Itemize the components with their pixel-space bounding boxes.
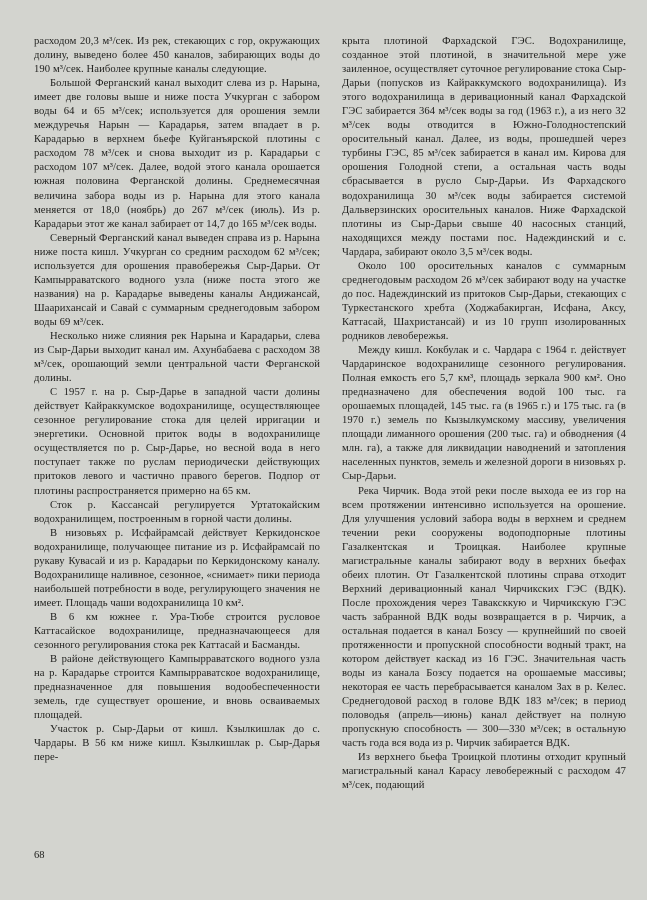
right-column: [342, 35, 626, 794]
paragraph: крыта плотиной Фархадской ГЭС. Водохранилище, созданное этой плотиной, в значительной мере уже заиленное, осуществляет суточное регулирование стока Сыр-Дарьи (попусков из Кайраккумского водохранилища). Из этого водохранилища в деривационный канал Фархадской ГЭС забирается 364 м³/сек воды за год (1963 г.), а из него 32 м³/сек воды отводится в Южно-Голодностепский оросительный канал. Далее, из воды, прошедшей через турбины ГЭС, 85 м³/сек забирается в канал им. Кирова для орошения Голодной степи, а остальная часть воды сбрасывается в русло Сыр-Дарьи. Из Фархадского водохранилища 30 м³/сек воды забирается системой Дальверзинских оросительных каналов. Ниже Фархадской плотины из Сыр-Дарьи свыше 40 насосных станций, находящихся между постами пос. Надеждинский и с. Чардара, забирают около 3,5 м³/сек воды.: [342, 36, 626, 258]
paragraph: В 6 км южнее г. Ура-Тюбе строится русловое Каттасайское водохранилище, предназначающееся для сезонного регулирования стока рек Каттасай и Басманды.: [34, 611, 320, 652]
paragraph: Несколько ниже слияния рек Нарына и Карадарьи, слева из Сыр-Дарьи выходит канал им. Ахунбабаева с расходом 38 м³/сек, орошающий земли центральной части Ферганской долины.: [34, 330, 320, 385]
paragraph: Из верхнего бьефа Троицкой плотины отходит крупный магистральный канал Карасу левобережный с расходом 47 м³/сек, подающий: [342, 752, 626, 792]
paragraph: расходом 20,3 м³/сек. Из рек, стекающих с гор, окружающих долину, выведено более 450 каналов, забирающих воды до 190 м³/сек. Наиболее крупные каналы следующие.: [34, 36, 320, 76]
paragraph: В низовьях р. Исфайрамсай действует Керкидонское водохранилище, получающее питание из р. Исфайрамсай по рукаву Кувасай и из р. Карадарьи по Керкидонскому каналу. Водохранилище наливное, сезонное, «снимает» пики периода наибольшей потребности в воде, регулирующего значения не имеет. Площадь чаши водохранилища 10 км².: [34, 527, 320, 609]
paragraph: Большой Ферганский канал выходит слева из р. Нарына, имеет две головы выше и ниже поста Учкурган с забором воды 64 и 65 м³/сек; используется для орошения земли междуречья Нарын — Карадарья, затем впадает в р. Карадарью в верхнем бьефе Куйганъярской плотины с расходом 78 м³/сек и снова выходит из р. Карадарьи с расходом 107 м³/сек. Далее, водой этого канала орошается южная половина Ферганской долины. Среднемесячная величина забора воды из р. Нарына для этого канала меняется от 18,0 (ноябрь) до 267 м³/сек (июль). Из р. Карадарьи этот же канал забирает от 14,7 до 165 м³/сек воды.: [34, 78, 320, 230]
left-column: [34, 35, 320, 765]
section-heading-paragraph: Участок р. Сыр-Дарьи от кишл. Кзылкишлак до с. Чардары. В 56 км ниже кишл. Кзылкишлак р. Сыр-Дарья пере-: [34, 724, 320, 764]
page-number: 68: [34, 850, 45, 861]
paragraph: Около 100 оросительных каналов с суммарным среднегодовым расходом 26 м³/сек забирают воду на участке до пос. Надеждинский из притоков Сыр-Дарьи, стекающих с Туркестанского хребта (Ходжабакирган, Исфана, Аксу, Каттасай, Шахристансай) и из 10 групп изолированных родников левобережья.: [342, 260, 626, 342]
paragraph: В районе действующего Кампырраватского водного узла на р. Карадарье строится Кампырраватское водохранилище, предназначенное для повышения водообеспеченности земель, где существует орошение, и вновь осваиваемых площадей.: [34, 654, 320, 722]
paragraph: Между кишл. Кокбулак и с. Чардара с 1964 г. действует Чардаринское водохранилище сезонного регулирования. Полная емкость его 5,7 км³, площадь зеркала 900 км². Оно предназначено для обеспечения водой 100 тыс. га орошаемых площадей, 145 тыс. га (в 1965 г.) и 175 тыс. га (в 1970 г.) земель по Кызылкумскому массиву, увеличения площади лиманного орошения (200 тыс. га) и обводнения (4 млн. га), а также для ликвидации наводнений и затопления населенных пунктов, земель и железной дороги в низовьях р. Сыр-Дарьи.: [342, 345, 626, 483]
section-heading-paragraph: Река Чирчик. Вода этой реки после выхода ее из гор на всем протяжении интенсивно используется на орошение. Для улучшения условий забора воды в верхнем и среднем течении реки сооружены водоподпорные плотины Газалкентская и Троицкая. Наиболее крупные магистральные каналы забирают воду в верхних бьефах обеих плотин. От Газалкентской плотины справа отходит Верхний деривационный канал Чирчикских ГЭС (ВДК). После прохождения через Таваксккую и Чирчикскую ГЭС часть забранной ВДК воды возвращается в р. Чирчик, а остальная подается в канал Бозсу — крупнейший по своей протяженности и пропускной способности водный тракт, на котором действует каскад из 16 ГЭС. Значительная часть воды из канала Бозсу подается на орошаемые массивы; некоторая ее часть перебрасывается каналом Зах в р. Келес. Среднегодовой расход в голове ВДК 183 м³/сек; в период половодья (апрель—июнь) канал действует на полную пропускную способность — 300—330 м³/сек; в остальную часть года вся вода из р. Чирчик забирается ВДК.: [342, 485, 626, 750]
paragraph: С 1957 г. на р. Сыр-Дарье в западной части долины действует Кайраккумское водохранилище, осуществляющее сезонное регулирование стока для целей ирригации и энергетики. Основной приток воды в водохранилище осуществляется по р. Сыр-Дарье, но весной вода в него поступает также по руслам периодически действующих притоков левого и частично правого берегов. Подпор от плотины распространяется примерно на 65 км.: [34, 387, 320, 497]
paragraph: Сток р. Кассансай регулируется Уртатокайским водохранилищем, построенным в горной части долины.: [34, 499, 320, 525]
paragraph: Северный Ферганский канал выведен справа из р. Нарына ниже поста кишл. Учкурган со средним расходом 62 м³/сек; используется для орошения правобережья Сыр-Дарьи. От Кампырраватского водного узла (ниже поста этого же названия) на р. Карадарье выведены каналы Андижансай, Шаарихансай и Савай с суммарным среднегодовым забором воды 69 м³/сек.: [34, 232, 320, 328]
